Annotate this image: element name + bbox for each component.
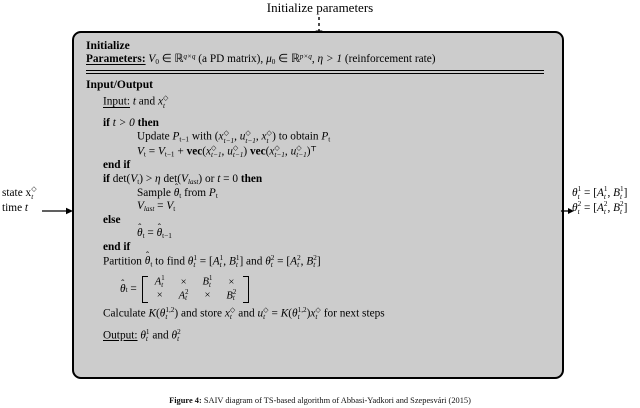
matrix-right-bracket xyxy=(243,276,249,303)
param-V-exponent: q×q xyxy=(183,51,196,60)
initialize-heading: Initialize xyxy=(86,39,130,52)
param-comma: , xyxy=(311,52,318,65)
param-V-in-R: ∈ ℝ xyxy=(158,52,184,65)
keyword-vec-2: vec xyxy=(249,145,266,158)
keyword-det-2: det xyxy=(163,172,178,185)
figure-label: Figure 4: xyxy=(169,396,202,405)
matrix-cell: × xyxy=(180,276,187,288)
keyword-det-1: det xyxy=(112,172,127,185)
output-label: Output: xyxy=(103,329,138,342)
matrix-cell: × xyxy=(204,290,211,302)
keyword-then-2: then xyxy=(240,172,263,185)
param-mu-in-R: ∈ ℝ xyxy=(275,52,300,65)
keyword-then: then xyxy=(137,116,159,129)
param-V-sub: 0 xyxy=(155,57,159,66)
line-vlast-assign: $V_{last} = V_t$ xyxy=(137,200,176,214)
matrix-row xyxy=(148,290,244,304)
P-prev: P xyxy=(172,131,180,144)
matrix-cell: B2 t xyxy=(226,288,237,303)
cond-t-gt-0: t > 0 xyxy=(112,116,135,129)
input-x-sub: t xyxy=(162,101,165,110)
output-theta-2: θ xyxy=(171,329,178,342)
param-V-symbol: V xyxy=(148,52,156,65)
figure-caption xyxy=(64,396,576,407)
output-theta-1-indices: 1 t xyxy=(145,327,150,343)
line-calculate-K: Calculate K(θ1,2 t ) and store x◇ t and u◇ t = K(θ1,2 t )x◇ t for next steps xyxy=(103,306,385,322)
initialize-parameters-label: Initialize parameters xyxy=(266,0,374,15)
theta-hat-1: θ xyxy=(173,186,180,199)
algorithm-box xyxy=(72,31,564,379)
keyword-if: if xyxy=(103,116,110,129)
matrix-cell: A2 t xyxy=(178,288,189,303)
line-sample-theta: Sample θ $_t$ from $P_t$ xyxy=(137,186,218,200)
matrix-row-wrap xyxy=(120,276,552,303)
eta-symbol: η xyxy=(155,172,161,185)
line-update-P: Update $P_{t-1}$ with (x◇ t−1 , u◇ t−1 , x◇ t ) to obtain $P_t$ xyxy=(137,129,331,145)
line-end-if-2: end if xyxy=(103,240,131,253)
theta-hat-3: θ xyxy=(156,227,163,240)
state-label xyxy=(2,186,37,201)
line-if-t-gt-zero xyxy=(86,117,552,131)
keyword-vec-1: vec xyxy=(186,145,203,158)
output-theta-2-indices: 2 t xyxy=(177,327,181,343)
param-mu-exponent: p×q xyxy=(299,51,312,60)
theta-partition-matrix xyxy=(148,276,244,303)
output-and: and xyxy=(149,329,172,342)
figure-caption-text: SAIV diagram of TS-based algorithm of Abbasi-Yadkori and Szepesvári (2015) xyxy=(203,396,471,405)
state-label-text: state x xyxy=(2,187,32,199)
matrix-cell: × xyxy=(228,276,235,288)
theta-hat-2: θ xyxy=(137,227,143,240)
line-else: else xyxy=(103,213,121,226)
param-pd-note: (a PD matrix), xyxy=(195,52,267,65)
line-if-det: if $\det(V_t) > \eta$ $\det(V_{last})$ or t = 0 then xyxy=(103,172,263,186)
line-V-update: $V_t = V_{t-1}$ + vec(x◇ t−1 , u◇ t−1 ) vec(x◇ t−1 , u◇ t−1 )⊤ xyxy=(137,143,317,160)
input-line xyxy=(86,95,552,109)
input-output-heading: Input/Output xyxy=(86,77,154,91)
input-side-labels xyxy=(2,186,37,216)
output-theta1-label: θ1 t = [A1 t , B1 t ] xyxy=(572,185,628,201)
matrix-lhs: θ t = xyxy=(120,282,137,295)
output-theta-1: θ xyxy=(140,329,146,342)
input-x-indices xyxy=(163,95,169,109)
input-x-sup: ◇ xyxy=(162,94,169,103)
matrix-cell: × xyxy=(156,290,163,302)
input-and: and xyxy=(135,96,158,109)
algorithm-body xyxy=(86,39,552,343)
parameters-line xyxy=(86,53,552,67)
param-mu-symbol: μ xyxy=(266,52,272,65)
line-end-if-1: end if xyxy=(103,159,131,172)
state-label-indices: ◇ t xyxy=(31,185,37,201)
parameters-label: Parameters: xyxy=(86,52,146,65)
param-eta-note: (reinforcement rate) xyxy=(342,52,436,65)
with-word: with ( xyxy=(189,131,219,144)
transpose-symbol: ⊤ xyxy=(310,144,317,153)
keyword-if-2: if xyxy=(103,172,110,185)
theta-matrix-line xyxy=(86,276,552,303)
param-mu-sub: 0 xyxy=(271,57,276,66)
output-theta2-label: θ2 t = [A2 t , B2 t ] xyxy=(572,200,628,216)
theta-hat-5: θ xyxy=(120,282,126,295)
section-divider xyxy=(86,70,544,74)
matrix-row xyxy=(148,276,244,290)
input-x-symbol: x xyxy=(157,96,163,109)
input-arrow-icon xyxy=(42,203,74,213)
output-side-labels xyxy=(572,186,627,216)
time-label: time t xyxy=(2,202,29,214)
param-eta-condition: η > 1 xyxy=(317,52,343,65)
matrix-cell: A1 t xyxy=(154,275,165,289)
input-value: t xyxy=(132,96,136,109)
output-line xyxy=(86,329,552,343)
line-partition: Partition θ $_t$ to find θ1 t = [A1 t , B1 t ] and θ2 t = [A2 t , B2 t ] xyxy=(103,253,321,269)
update-word: Update xyxy=(137,131,173,144)
input-label: Input: xyxy=(103,96,130,109)
line-theta-prev: θ $_t$ = θ $_{t-1}$ xyxy=(137,227,172,241)
matrix-cell: B1 t xyxy=(202,275,213,289)
theta-hat-4: θ xyxy=(144,255,151,268)
